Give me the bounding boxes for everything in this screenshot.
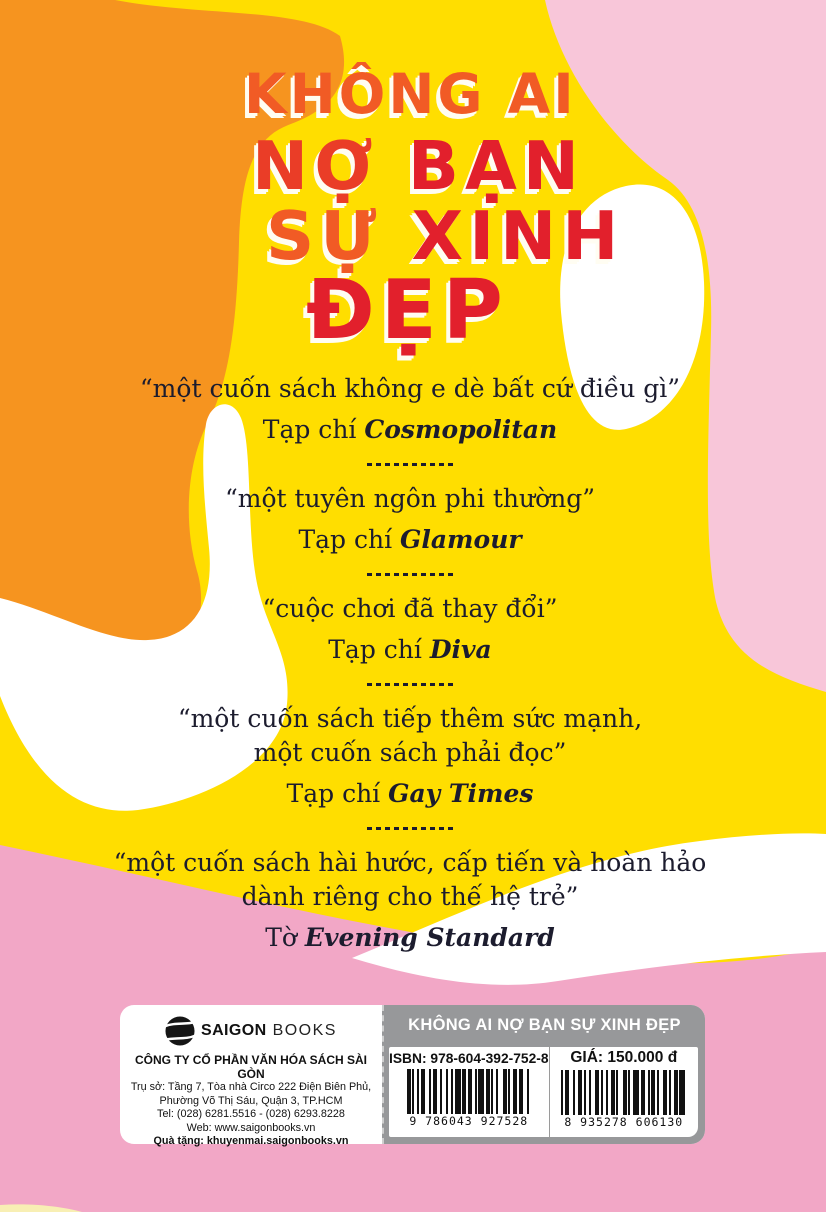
source-prefix: Tạp chí bbox=[262, 415, 365, 444]
barcode-panel bbox=[389, 1047, 698, 1137]
quote-glamour bbox=[0, 482, 820, 557]
title-no: NỢ bbox=[252, 127, 379, 205]
saigonbooks-logo-icon bbox=[165, 1016, 195, 1046]
telephone-line: Tel: (028) 6281.5516 - (028) 6293.8228 bbox=[157, 1108, 345, 1121]
quote-diva bbox=[0, 592, 820, 667]
barcode-gap bbox=[685, 1070, 687, 1115]
source-name: Glamour bbox=[400, 525, 522, 554]
quote-source bbox=[0, 921, 820, 955]
source-name: Diva bbox=[429, 635, 492, 664]
price-label: GIÁ: 150.000 đ bbox=[570, 1049, 678, 1066]
footer-book-title: KHÔNG AI NỢ BẠN SỰ XINH ĐẸP bbox=[408, 1016, 681, 1034]
address-line-2: Phường Võ Thị Sáu, Quận 3, TP.HCM bbox=[159, 1094, 343, 1107]
quote-gay-times bbox=[0, 702, 820, 811]
quote-divider bbox=[367, 573, 453, 576]
source-prefix: Tạp chí bbox=[298, 525, 401, 554]
publisher-info-card bbox=[120, 1005, 705, 1148]
quote-divider bbox=[367, 683, 453, 686]
quote-source bbox=[0, 413, 820, 447]
quote-text: “một cuốn sách tiếp thêm sức mạnh, bbox=[177, 704, 643, 733]
logo-text-saigon: SAIGON bbox=[201, 1022, 267, 1039]
quote-text: “một cuốn sách không e dè bất cứ điều gì” bbox=[139, 374, 681, 403]
quote-text: dành riêng cho thế hệ trẻ” bbox=[241, 882, 579, 911]
quote-text: “cuộc chơi đã thay đổi” bbox=[262, 594, 558, 623]
barcode-gap bbox=[529, 1069, 531, 1114]
title-line-2 bbox=[252, 127, 585, 205]
title-dep: ĐẸP bbox=[306, 263, 509, 358]
price-barcode-digits: 8 935278 606130 bbox=[564, 1115, 684, 1129]
company-name: CÔNG TY CỔ PHẦN VĂN HÓA SÁCH SÀI GÒN bbox=[134, 1053, 368, 1081]
quote-evening-standard bbox=[0, 846, 820, 955]
quote-text: “một cuốn sách hài hước, cấp tiến và hoàn hảo bbox=[113, 848, 707, 877]
address-line-1: Trụ sở: Tầng 7, Tòa nhà Circo 222 Điện Biên Phủ, bbox=[130, 1081, 372, 1093]
title-su: SỰ bbox=[266, 197, 383, 275]
quote-divider bbox=[367, 463, 453, 466]
quote-text: “một tuyên ngôn phi thường” bbox=[224, 484, 596, 513]
price-column bbox=[549, 1047, 698, 1137]
isbn-column bbox=[389, 1047, 549, 1137]
quote-source bbox=[0, 777, 820, 811]
saigonbooks-logo bbox=[120, 1016, 382, 1046]
title-line-1 bbox=[244, 62, 577, 126]
quote-source bbox=[0, 633, 820, 667]
logo-text-books: BOOKS bbox=[272, 1022, 337, 1039]
publisher-block bbox=[120, 1005, 382, 1148]
quote-divider bbox=[367, 827, 453, 830]
source-prefix: Tạp chí bbox=[286, 779, 389, 808]
title-line-4 bbox=[306, 263, 509, 358]
isbn-barcode bbox=[389, 1069, 549, 1114]
isbn-label: ISBN: 978-604-392-752-8 bbox=[389, 1051, 549, 1066]
isbn-price-block bbox=[382, 1005, 705, 1144]
source-prefix: Tờ bbox=[265, 923, 305, 952]
press-quotes bbox=[0, 372, 820, 955]
source-name: Cosmopolitan bbox=[364, 415, 558, 444]
title-xinh: XINH bbox=[382, 197, 625, 275]
quote-text: một cuốn sách phải đọc” bbox=[253, 738, 567, 767]
title-ban: BẠN bbox=[378, 127, 585, 205]
source-name: Evening Standard bbox=[304, 923, 555, 952]
price-barcode bbox=[550, 1070, 698, 1115]
title-khong-ai: KHÔNG AI bbox=[244, 62, 577, 126]
quote-cosmopolitan bbox=[0, 372, 820, 447]
source-prefix: Tạp chí bbox=[328, 635, 430, 664]
source-name: Gay Times bbox=[388, 779, 534, 808]
website-line: Web: www.saigonbooks.vn bbox=[186, 1121, 316, 1134]
quote-source bbox=[0, 523, 820, 557]
isbn-barcode-digits: 9 786043 927528 bbox=[409, 1114, 529, 1128]
gift-line: Quà tặng: khuyenmai.saigonbooks.vn bbox=[153, 1135, 349, 1148]
